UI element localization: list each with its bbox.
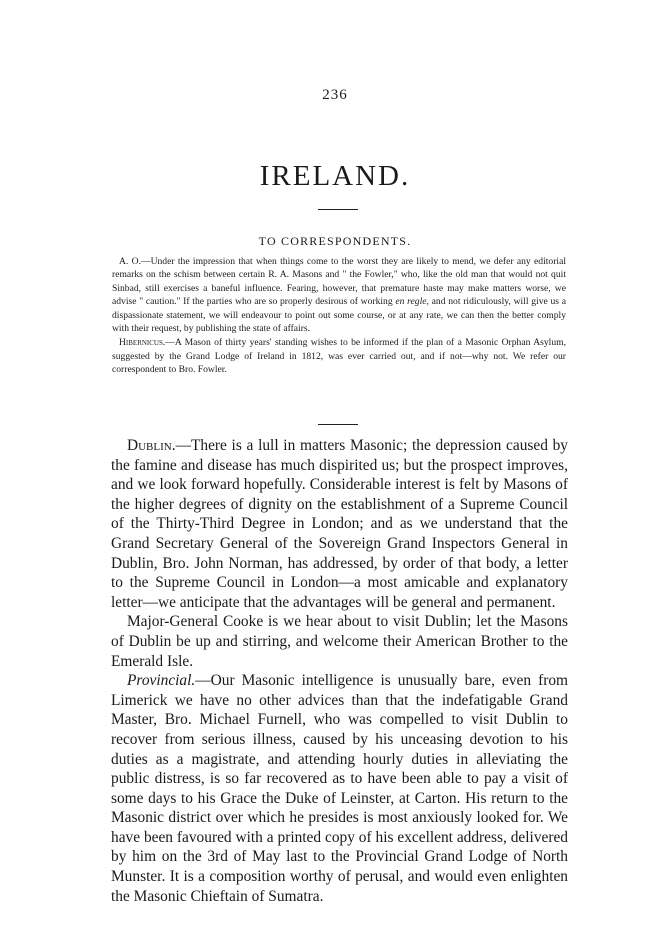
- paragraph-cooke: [111, 612, 568, 671]
- paragraph-text: —Our Masonic intelligence is unusually bare, even from Limerick we have no other advices than that the indefatigable Grand Master, Bro. Michael Furnell, who was compelled to visit Dublin to recover from serious illness, caused by his unceasing devotion to his duties as a magistrate, and attending hourly duties in alleviating the public distress, is so far recovered as to have been able to pay a visit of some days to his Grace the Duke of Leinster, at Carton. His return to the Masonic district over which he presides is most anxiously looked for. We have been favoured with a printed copy of his excellent address, delivered by him on the 3rd of May last to the Provincial Grand Lodge of North Munster. It is a composition worthy of perusal, and would even enlighten the Masonic Chieftain of Sumatra.: [111, 672, 568, 905]
- paragraph-provincial: [111, 671, 568, 906]
- note-text-after: , and not ridiculously, will give us a dispassionate statement, we will endeavour to point out some course, or at any rate, we can then the better comply with their request, by publishing the state of affairs.: [112, 296, 566, 335]
- note-lead: Hibernicus.: [119, 337, 166, 349]
- note-text: —A Mason of thirty years' standing wishes to be informed if the plan of a Masonic Orphan Asylum, suggested by the Grand Lodge of Ireland in 1812, was ever carried out, and if not—why not. We refer our correspondent to Bro. Fowler.: [112, 337, 566, 376]
- title-rule: [318, 209, 358, 210]
- note-italic: en regle: [395, 296, 427, 308]
- note-hibernicus: [112, 336, 566, 376]
- note-a-o: [112, 255, 566, 335]
- section-rule: [318, 424, 358, 425]
- page-title: IRELAND.: [259, 160, 411, 192]
- paragraph-text: —There is a lull in matters Masonic; the depression caused by the famine and disease has much dispirited us; but the prospect improves, and we look forward hopefully. Considerable interest is felt by Masons of the higher degrees of dignity on the establishment of a Supreme Council of the Thirty-Third Degree in London; and as we understand that the Grand Secretary General of the Sovereign Grand Inspectors General in Dublin, Bro. John Norman, has addressed, by order of that body, a letter to the Supreme Council in London—a most amicable and explanatory letter—we anticipate that the advantages will be general and permanent.: [111, 437, 568, 611]
- correspondents-notes: [112, 255, 566, 377]
- page-number: 236: [322, 87, 348, 103]
- paragraph-lead: Provincial.: [127, 672, 196, 690]
- article-body: [111, 436, 568, 906]
- paragraph-dublin: [111, 436, 568, 612]
- note-lead: A. O.: [119, 256, 141, 267]
- paragraph-text: Major-General Cooke is we hear about to visit Dublin; let the Masons of Dublin be up and stirring, and welcome their American Brother to the Emerald Isle.: [111, 613, 568, 670]
- note-text: —Under the impression that when things come to the worst they are likely to mend, we defer any editorial remarks on the schism between certain R. A. Masons and " the Fowler," who, like the old man that would not quit Sinbad, still exercises a baneful influence. Fearing, however, that premature haste may make matters worse, we advise " caution." If the parties who are so properly desirous of working: [112, 256, 566, 308]
- section-heading: TO CORRESPONDENTS.: [258, 234, 412, 248]
- paragraph-lead: Dublin.: [127, 437, 176, 454]
